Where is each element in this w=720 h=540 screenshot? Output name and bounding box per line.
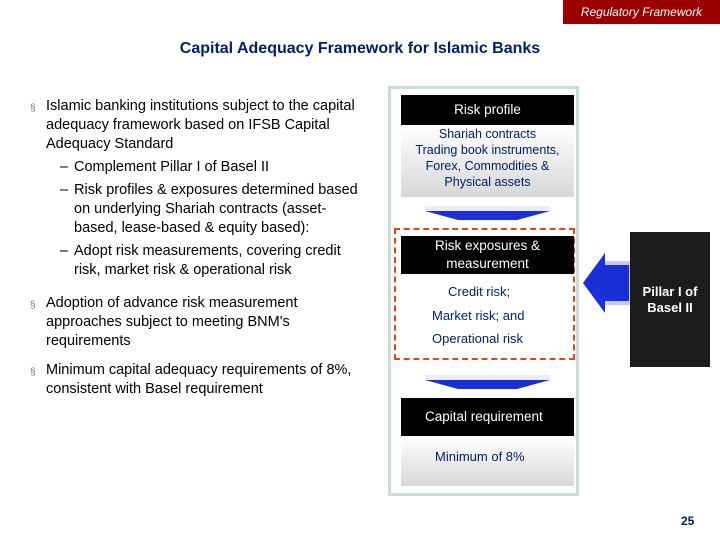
sub-bullet-item: [60, 242, 365, 280]
bullet-list: [30, 97, 365, 403]
pillar-basel-box: [630, 232, 710, 367]
risk-profile-line: Forex, Commodities &: [425, 159, 550, 173]
risk-exposures-heading-line: measurement: [446, 256, 529, 271]
capital-requirement-heading: Capital requirement: [401, 398, 574, 436]
operational-risk-item: Operational risk: [432, 331, 524, 346]
sub-bullet-text: Adopt risk measurements, covering credit risk, market risk & operational risk: [74, 243, 341, 278]
bullet-item: [30, 97, 365, 154]
risk-exposures-heading-line: Risk exposures &: [434, 238, 541, 253]
down-arrow-icon: [425, 375, 550, 391]
sub-bullet-item: [60, 158, 365, 177]
risk-profile-line: Trading book instruments,: [415, 143, 560, 157]
market-risk-item: Market risk; and: [432, 308, 525, 323]
risk-exposures-heading: [401, 236, 574, 274]
bullet-mark: §: [30, 300, 36, 311]
sub-bullet-item: [60, 181, 365, 238]
left-arrow-icon: [583, 253, 633, 313]
risk-profile-heading: Risk profile: [401, 95, 574, 125]
bullet-item: [30, 361, 365, 399]
bullet-text: Islamic banking institutions subject to the capital adequacy framework based on IFSB Capital Adequacy Standard: [46, 98, 355, 152]
page-title: Capital Adequacy Framework for Islamic Banks: [179, 40, 541, 57]
sub-dash: –: [60, 159, 69, 175]
down-arrow-icon: [425, 206, 550, 222]
bullet-mark: §: [30, 367, 36, 378]
risk-profile-details: [401, 126, 574, 190]
risk-profile-line: Shariah contracts: [438, 127, 537, 141]
sub-dash: –: [60, 243, 69, 259]
minimum-capital-text: Minimum of 8%: [435, 449, 525, 464]
risk-profile-line: Physical assets: [444, 175, 531, 189]
bullet-text: Adoption of advance risk measurement approaches subject to meeting BNM's requirements: [46, 295, 298, 349]
page-number: 25: [681, 514, 695, 528]
pillar-line: Pillar I of: [642, 283, 698, 299]
sub-bullet-text: Risk profiles & exposures determined based on underlying Shariah contracts (asset-based, lease-based & equity based):: [74, 182, 358, 236]
pillar-line: Basel II: [647, 299, 693, 315]
credit-risk-item: Credit risk;: [448, 284, 511, 299]
section-tag: Regulatory Framework: [563, 0, 720, 24]
bullet-mark: §: [30, 103, 36, 114]
bullet-item: [30, 294, 365, 351]
bullet-text: Minimum capital adequacy requirements of 8%, consistent with Basel requirement: [46, 362, 352, 397]
sub-bullet-text: Complement Pillar I of Basel II: [74, 159, 270, 175]
sub-dash: –: [60, 182, 69, 198]
